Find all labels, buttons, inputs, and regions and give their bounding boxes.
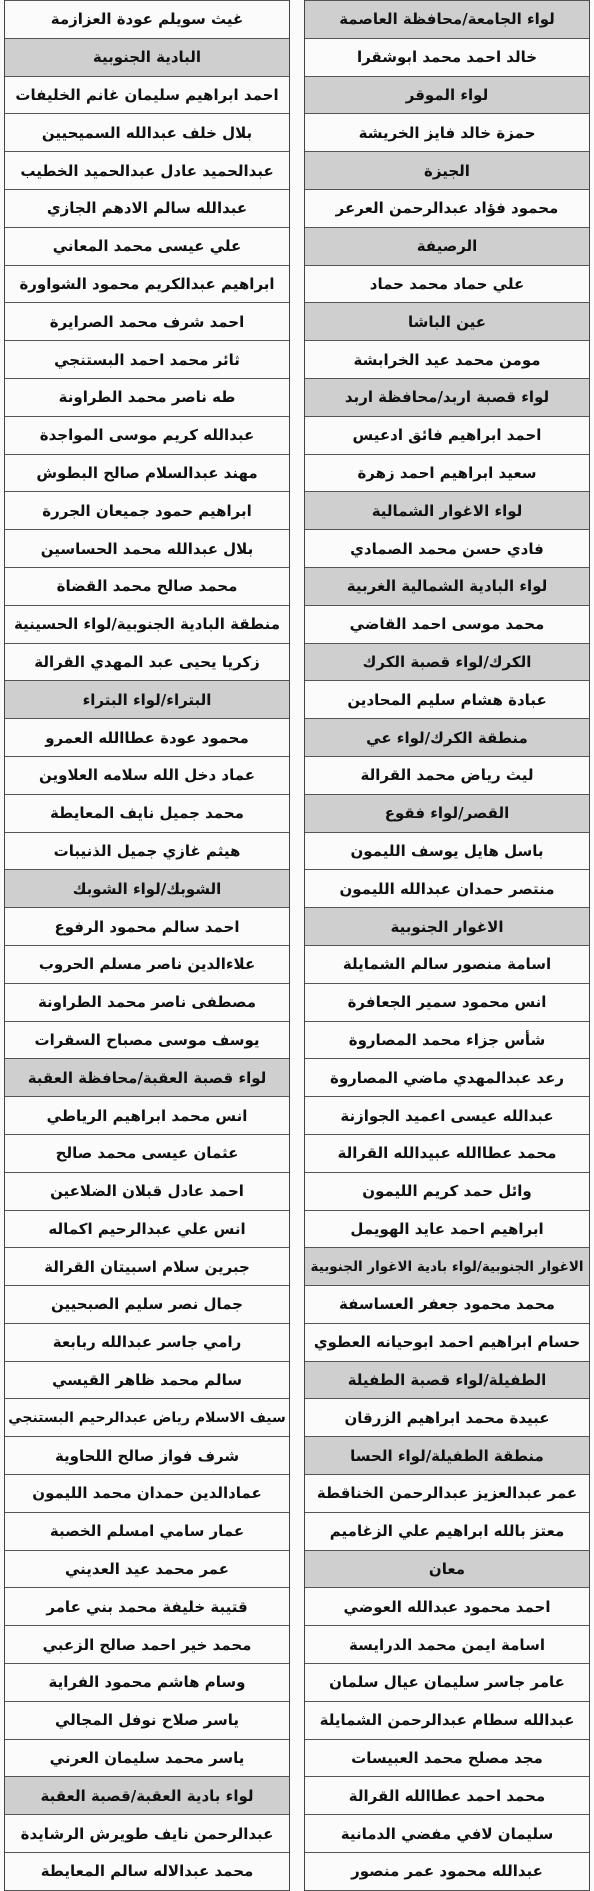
name-cell: يوسف موسى مصباح السقرات [5, 1022, 289, 1060]
district-header: الشوبك/لواء الشوبك [5, 870, 289, 908]
name-cell: عامر جاسر سليمان عيال سلمان [305, 1664, 589, 1702]
name-cell: محمد جميل نايف المعايطة [5, 795, 289, 833]
name-cell: عمار سامي امسلم الخصبة [5, 1513, 289, 1551]
name-cell: جمال نصر سليم الصبحيين [5, 1286, 289, 1324]
name-cell: عبدالله عيسى اعميد الجوازنة [305, 1097, 589, 1135]
name-cell: محمد خير احمد صالح الزعبي [5, 1626, 289, 1664]
district-header: الكرك/لواء قصبة الكرك [305, 644, 589, 682]
district-header: لواء بادية العقبة/قصبة العقبة [5, 1777, 289, 1815]
district-header: القصر/لواء فقوع [305, 795, 589, 833]
name-cell: سالم محمد ظاهر القيسي [5, 1362, 289, 1400]
name-cell: قتيبة خليفة محمد بني عامر [5, 1588, 289, 1626]
name-cell: احمد ابراهيم سليمان غانم الخليفات [5, 77, 289, 115]
name-cell: محمد محمود جعفر العساسفة [305, 1286, 589, 1324]
district-header: لواء الاغوار الشمالية [305, 492, 589, 530]
name-cell: فادي حسن محمد الصمادي [305, 530, 589, 568]
name-cell: اسامة ايمن محمد الدرايسة [305, 1626, 589, 1664]
name-cell: عبدالله سطام عبدالرحمن الشمايلة [305, 1702, 589, 1740]
district-header: منطقة الطفيلة/لواء الحسا [305, 1437, 589, 1475]
name-cell: مجد مصلح محمد العبيسات [305, 1740, 589, 1778]
name-cell: انس علي عبدالرحيم اكماله [5, 1211, 289, 1249]
name-cell: علي عيسى محمد المعاني [5, 228, 289, 266]
district-header: لواء قصبة اربد/محافظة اربد [305, 379, 589, 417]
name-cell: عمادالدين حمدان محمد الليمون [5, 1475, 289, 1513]
name-cell: ياسر صلاح نوفل المجالي [5, 1702, 289, 1740]
district-header: الاغوار الجنوبية [305, 908, 589, 946]
name-cell: عبدالله سالم الادهم الجازي [5, 190, 289, 228]
name-cell: عبادة هشام سليم المحادين [305, 681, 589, 719]
name-cell: محمد احمد عطاالله القرالة [305, 1777, 589, 1815]
name-cell: عبدالله محمود عمر منصور [305, 1853, 589, 1891]
name-cell: حسام ابراهيم احمد ابوحيانه العطوي [305, 1324, 589, 1362]
name-cell: علاءالدين ناصر مسلم الحروب [5, 946, 289, 984]
name-cell: جبرين سلام اسبيتان القرالة [5, 1248, 289, 1286]
district-header: الاغوار الجنوبية/لواء بادية الاغوار الجنوبية [305, 1248, 589, 1286]
name-cell: سليمان لافي مفضي الدمانية [305, 1815, 589, 1853]
name-cell: وائل حمد كريم الليمون [305, 1173, 589, 1211]
name-cell: ابراهيم حمود جميعان الجررة [5, 492, 289, 530]
right-column [304, 0, 590, 1891]
district-header: لواء الجامعة/محافظة العاصمة [305, 0, 589, 39]
name-cell: محمد عبدالاله سالم المعايطة [5, 1853, 289, 1891]
name-cell: عثمان عيسى محمد صالح [5, 1135, 289, 1173]
name-cell: ليث رياض محمد القرالة [305, 757, 589, 795]
name-cell: عبيدة محمد ابراهيم الزرقان [305, 1399, 589, 1437]
name-cell: شرف فواز صالح اللحاوية [5, 1437, 289, 1475]
name-cell: مومن محمد عيد الخرابشة [305, 341, 589, 379]
name-cell: اسامة منصور سالم الشمايلة [305, 946, 589, 984]
name-cell: عمر محمد عيد العديني [5, 1551, 289, 1589]
district-header: الطفيلة/لواء قصبة الطفيلة [305, 1362, 589, 1400]
name-cell: احمد محمود عبدالله العوضي [305, 1588, 589, 1626]
district-header: لواء الموقر [305, 77, 589, 115]
name-cell: عمر عبدالعزيز عبدالرحمن الخناقطة [305, 1475, 589, 1513]
name-cell: ابراهيم عبدالكريم محمود الشواورة [5, 266, 289, 304]
district-header: عين الباشا [305, 303, 589, 341]
name-cell: محمود فؤاد عبدالرحمن العرعر [305, 190, 589, 228]
name-cell: عبدالله كريم موسى المواجدة [5, 417, 289, 455]
name-cell: عبدالرحمن نايف طويرش الرشايدة [5, 1815, 289, 1853]
name-cell: محمد عطاالله عبيدالله القرالة [305, 1135, 589, 1173]
name-cell: بلال خلف عبدالله السميحيين [5, 114, 289, 152]
name-cell: احمد سالم محمود الرفوع [5, 908, 289, 946]
name-cell: ياسر محمد سليمان العرني [5, 1740, 289, 1778]
name-cell: احمد ابراهيم فائق ادعيس [305, 417, 589, 455]
name-cell: باسل هايل يوسف الليمون [305, 833, 589, 871]
name-cell: انس محمود سمير الجعافرة [305, 984, 589, 1022]
name-cell: احمد عادل قبلان الضلاعين [5, 1173, 289, 1211]
name-cell: سيف الاسلام رياض عبدالرحيم البستنجي [5, 1399, 289, 1437]
name-cell: هيثم غازي جميل الذنيبات [5, 833, 289, 871]
name-cell: خالد احمد محمد ابوشقرا [305, 39, 589, 77]
district-header: منطقة الكرك/لواء عي [305, 719, 589, 757]
name-cell: منتصر حمدان عبدالله الليمون [305, 870, 589, 908]
name-cell: محمود عودة عطاالله العمرو [5, 719, 289, 757]
name-cell: ابراهيم احمد عايد الهويمل [305, 1211, 589, 1249]
district-header: معان [305, 1551, 589, 1589]
name-cell: زكريا يحيى عبد المهدي القرالة [5, 644, 289, 682]
left-column [4, 0, 290, 1891]
district-header: لواء البادية الشمالية الغربية [305, 568, 589, 606]
name-cell: محمد موسى احمد القاضي [305, 606, 589, 644]
name-cell: محمد صالح محمد القضاة [5, 568, 289, 606]
name-cell: علي حماد محمد حماد [305, 266, 589, 304]
district-header: البتراء/لواء البتراء [5, 681, 289, 719]
name-cell: مهند عبدالسلام صالح البطوش [5, 455, 289, 493]
name-cell: طه ناصر محمد الطراونة [5, 379, 289, 417]
district-header: الرصيفة [305, 228, 589, 266]
district-header: لواء قصبة العقبة/محافظة العقبة [5, 1059, 289, 1097]
name-cell: انس محمد ابراهيم الرياطي [5, 1097, 289, 1135]
district-header: الجيزة [305, 152, 589, 190]
name-cell: سعيد ابراهيم احمد زهرة [305, 455, 589, 493]
name-cell: رامي جاسر عبدالله ربابعة [5, 1324, 289, 1362]
name-cell: منطقة البادية الجنوبية/لواء الحسينية [5, 606, 289, 644]
name-cell: غيث سويلم عودة العزازمة [5, 0, 289, 39]
name-cell: شأس جزاء محمد المصاروة [305, 1022, 589, 1060]
name-cell: معتز بالله ابراهيم علي الزغاميم [305, 1513, 589, 1551]
name-cell: عبدالحميد عادل عبدالحميد الخطيب [5, 152, 289, 190]
name-cell: رعد عبدالمهدي ماضي المصاروة [305, 1059, 589, 1097]
name-cell: وسام هاشم محمود الفراية [5, 1664, 289, 1702]
name-cell: ثائر محمد احمد البستنجي [5, 341, 289, 379]
name-cell: عماد دخل الله سلامه العلاوين [5, 757, 289, 795]
name-cell: بلال عبدالله محمد الحساسين [5, 530, 289, 568]
name-cell: مصطفى ناصر محمد الطراونة [5, 984, 289, 1022]
name-cell: حمزة خالد فايز الخريشة [305, 114, 589, 152]
name-cell: احمد شرف محمد الصرايرة [5, 303, 289, 341]
district-header: البادية الجنوبية [5, 39, 289, 77]
